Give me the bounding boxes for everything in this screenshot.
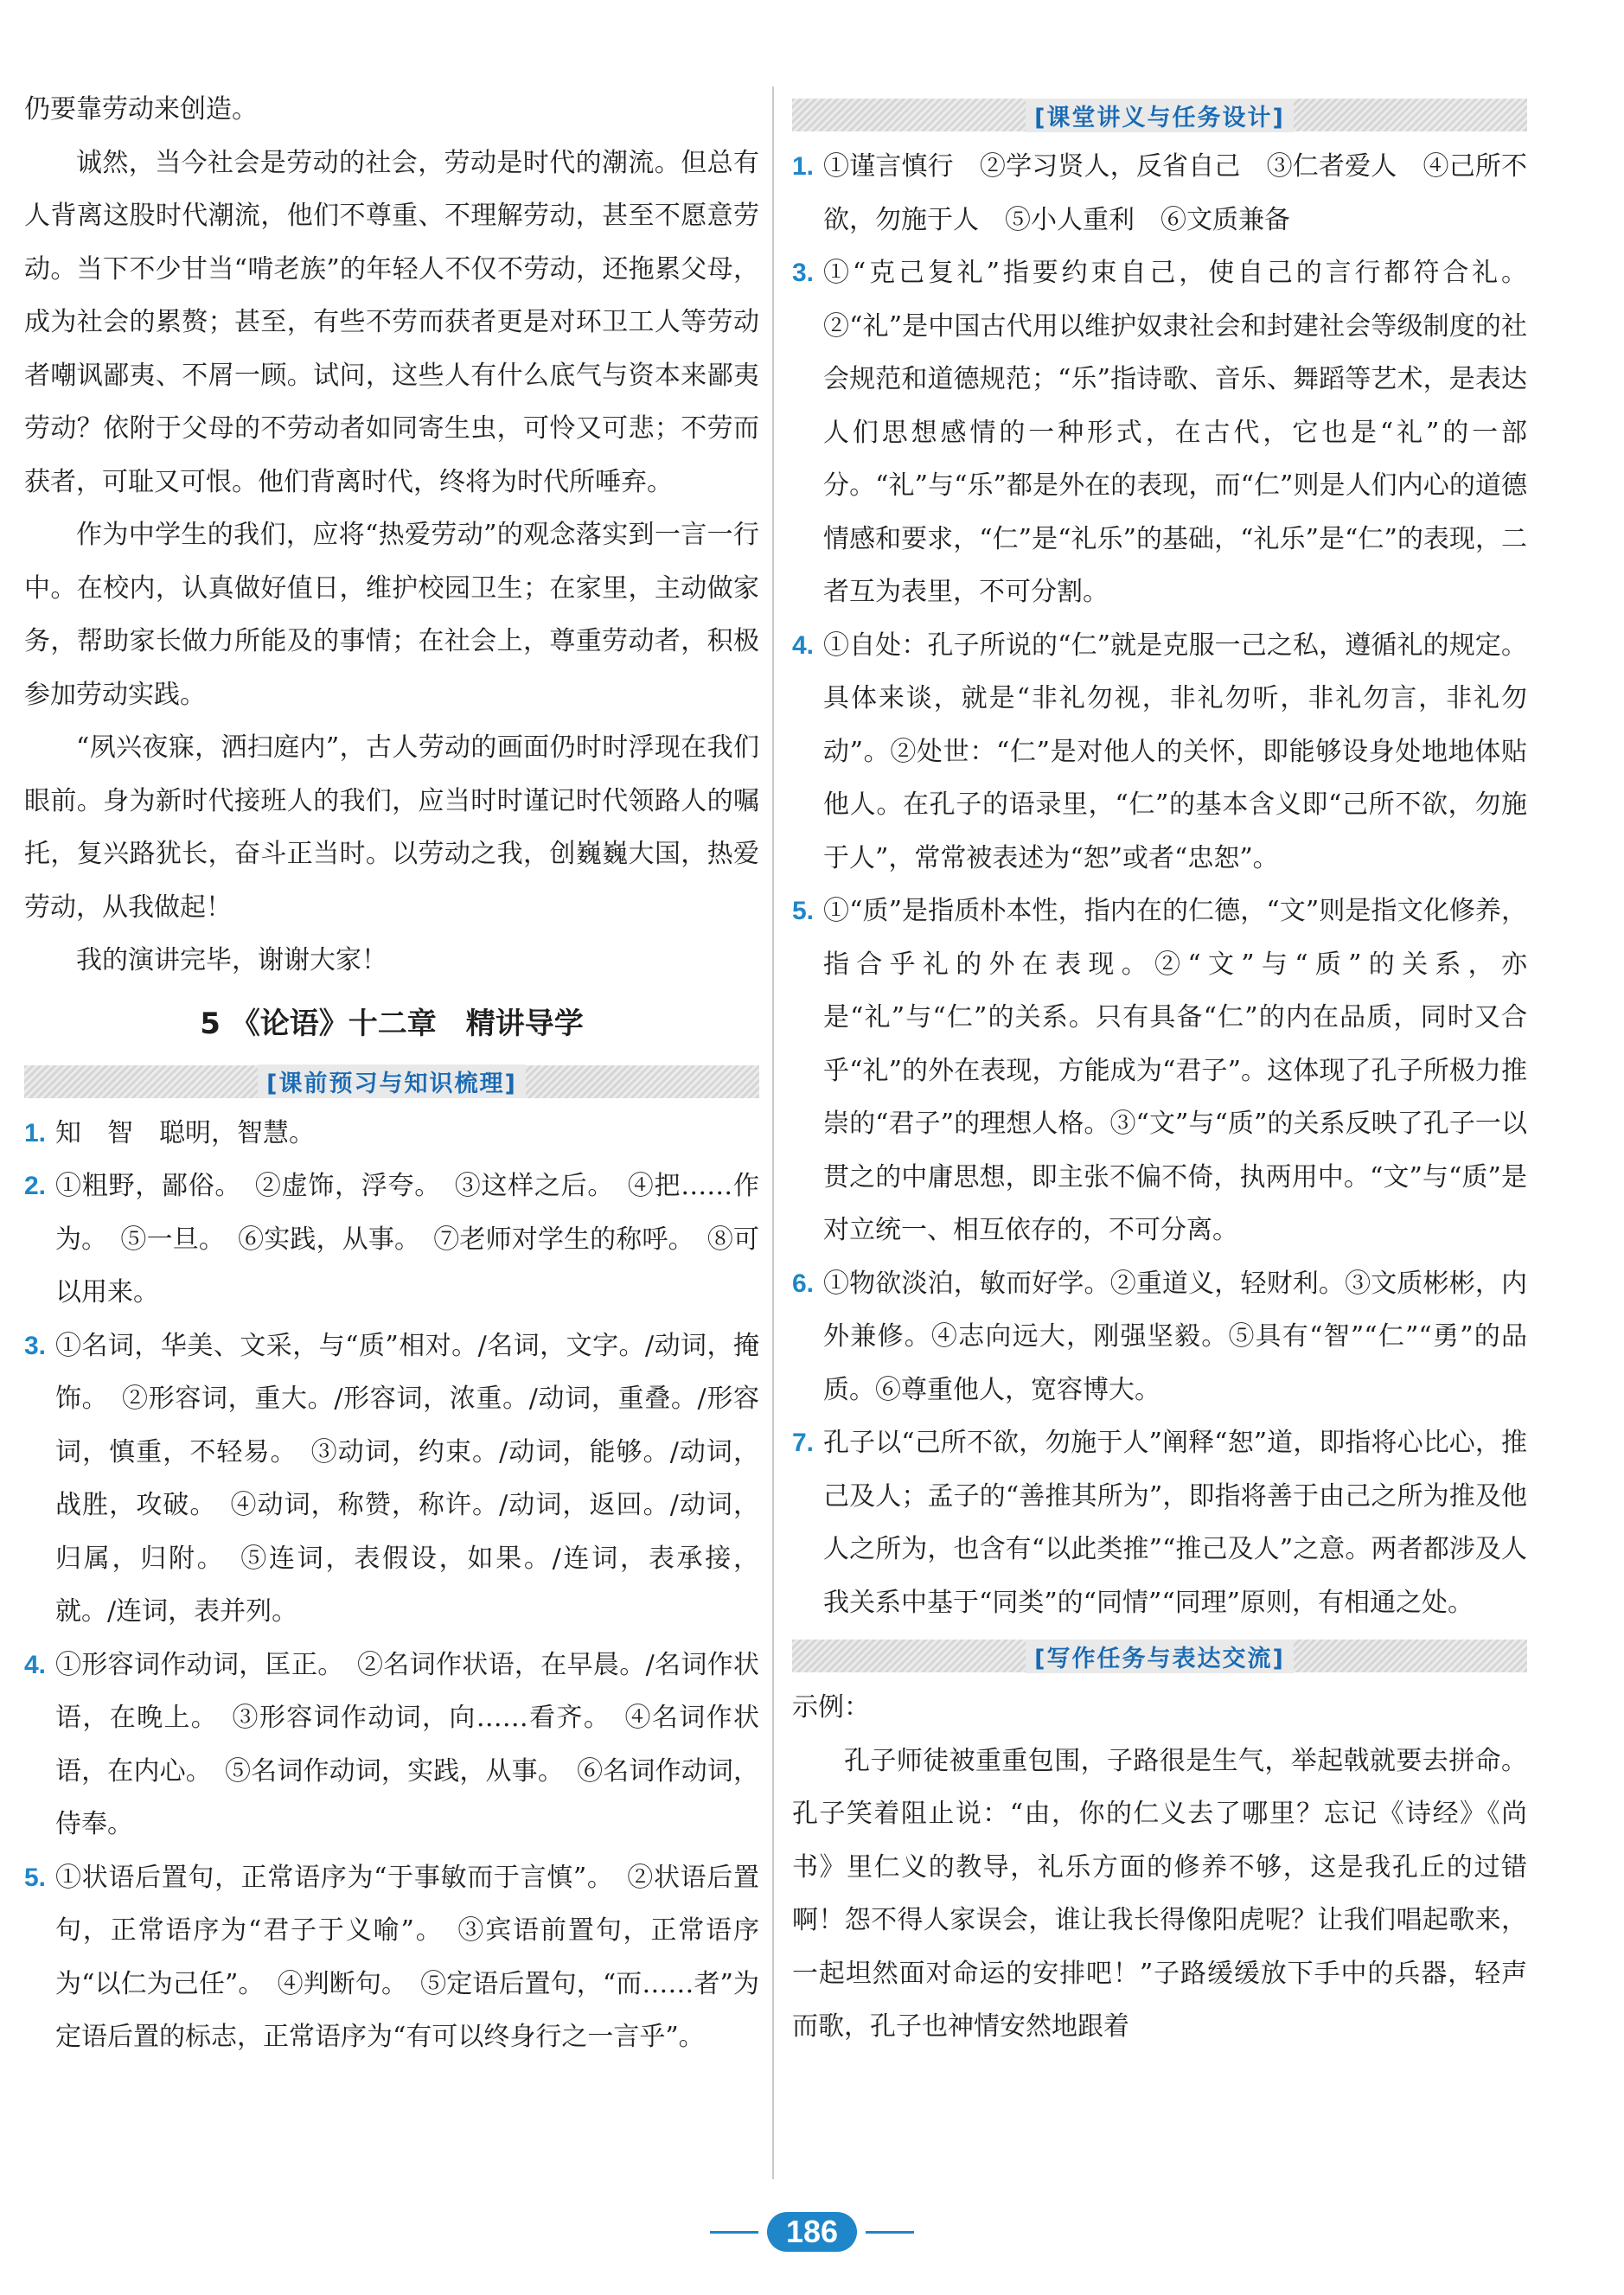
item-number: 6. — [792, 1269, 815, 1298]
item-number: 3. — [24, 1331, 47, 1360]
item-text: ①名词，华美、文采，与“质”相对。/名词，文字。/动词，掩饰。 ②形容词，重大。/形容词，浓重。/动词，重叠。/形容词，慎重，不轻易。 ③动词，约束。/动词，能够。/动词，战胜，攻破。 ④动词，称赞，称许。/动词，返回。/动词，归属，归附。 ⑤连词，表假设，如果。/连词，表承接，就。/连词，表并列。 — [55, 1330, 759, 1627]
item-number: 1. — [24, 1118, 47, 1148]
footer-rule-left — [710, 2231, 758, 2234]
section-banner — [24, 1065, 759, 1098]
answer-item — [792, 619, 1527, 885]
page-number-footer — [0, 2212, 1624, 2252]
paragraph: 诚然，当今社会是劳动的社会，劳动是时代的潮流。但总有人背离这股时代潮流，他们不尊重、不理解劳动，甚至不愿意劳动。当下不少甘当“啃老族”的年轻人不仅不劳动，还拖累父母，成为社会的累赘；甚至，有些不劳而获者更是对环卫工人等劳动者嘲讽鄙夷、不屑一顾。试问，这些人有什么底气与资本来鄙夷劳动？依附于父母的不劳动者如同寄生虫，可怜又可悲；不劳而获者，可耻又可恨。他们背离时代，终将为时代所唾弃。 — [24, 147, 759, 497]
item-number: 4. — [792, 630, 815, 660]
answer-item — [792, 246, 1527, 619]
answer-item — [792, 885, 1527, 1257]
example-paragraph: 孔子师徒被重重包围，子路很是生气，举起戟就要去拼命。孔子笑着阻止说：“由，你的仁义去了哪里？忘记《诗经》《尚书》里仁义的教导，礼乐方面的修养不够，这是我孔丘的过错啊！怨不得人家误会，谁让我长得像阳虎呢？让我们唱起歌来，一起坦然面对命运的安排吧！”子路缓缓放下手中的兵器，轻声而歌，孔子也神情安然地跟着 — [792, 1745, 1527, 2042]
item-text: ①状语后置句，正常语序为“于事敏而于言慎”。 ②状语后置句，正常语序为“君子于义喻”。 ③宾语前置句，正常语序为“以仁为己任”。 ④判断句。 ⑤定语后置句，“而……者”为定语后置的标志，正常语序为“有可以终身行之一言乎”。 — [55, 1862, 759, 2052]
item-text: ①物欲淡泊，敏而好学。②重道义，轻财利。③文质彬彬，内外兼修。④志向远大，刚强坚毅。⑤具有“智”“仁”“勇”的品质。⑥尊重他人，宽容博大。 — [823, 1268, 1527, 1405]
item-text: 孔子以“己所不欲，勿施于人”阐释“恕”道，即指将心比心，推己及人；孟子的“善推其所为”，即指将善于由己之所为推及他人之所为，也含有“以此类推”“推己及人”之意。两者都涉及人我关系中基于“同类”的“同情”“同理”原则，有相通之处。 — [823, 1428, 1527, 1618]
example-label: 示例： — [792, 1692, 870, 1723]
footer-rule-right — [866, 2231, 914, 2234]
banner-label: [写作任务与表达交流] — [1026, 1640, 1294, 1673]
item-text: ①“克己复礼”指要约束自己，使自己的言行都符合礼。②“礼”是中国古代用以维护奴隶社会和封建社会等级制度的社会规范和道德规范；“乐”指诗歌、音乐、舞蹈等艺术，是表达人们思想感情的一种形式，在古代，它也是“礼”的一部分。“礼”与“乐”都是外在的表现，而“仁”则是人们内心的道德情感和要求，“仁”是“礼乐”的基础，“礼乐”是“仁”的表现，二者互为表里，不可分割。 — [823, 258, 1527, 607]
section-banner — [792, 1640, 1527, 1672]
item-number: 4. — [24, 1650, 47, 1679]
section-title: 5 《论语》十二章 精讲导学 — [200, 1006, 584, 1041]
answer-item — [24, 1107, 759, 1160]
item-text: ①粗野，鄙俗。 ②虚饰，浮夸。 ③这样之后。 ④把……作为。 ⑤一旦。 ⑥实践，从事。 ⑦老师对学生的称呼。 ⑧可以用来。 — [55, 1171, 759, 1307]
item-text: 知 智 聪明，智慧。 — [55, 1117, 315, 1148]
item-text: ①自处：孔子所说的“仁”就是克服一己之私，遵循礼的规定。具体来谈，就是“非礼勿视，非礼勿听，非礼勿言，非礼勿动”。②处世：“仁”是对他人的关怀，即能够设身处地地体贴他人。在孔子的语录里，“仁”的基本含义即“己所不欲，勿施于人”，常常被表述为“恕”或者“忠恕”。 — [823, 630, 1527, 873]
right-column — [792, 83, 1527, 2054]
paragraph: “夙兴夜寐，洒扫庭内”，古人劳动的画面仍时时浮现在我们眼前。身为新时代接班人的我们，应当时时谨记时代领路人的嘱托，复兴路犹长，奋斗正当时。以劳动之我，创巍巍大国，热爱劳动，从我做起！ — [24, 732, 759, 923]
item-number: 5. — [24, 1863, 47, 1892]
paragraph: 仍要靠劳动来创造。 — [24, 94, 258, 125]
left-column — [24, 83, 759, 2064]
answer-item — [24, 1320, 759, 1639]
banner-label: [课堂讲义与任务设计] — [1026, 99, 1294, 132]
item-number: 2. — [24, 1172, 47, 1200]
banner-label: [课前预习与知识梳理] — [258, 1064, 526, 1098]
section-banner — [792, 99, 1527, 131]
answer-item — [792, 140, 1527, 246]
item-text: ①形容词作动词，匡正。 ②名词作状语，在早晨。/名词作状语，在晚上。 ③形容词作动词，向……看齐。 ④名词作状语，在内心。 ⑤名词作动词，实践，从事。 ⑥名词作动词，侍奉。 — [55, 1649, 759, 1839]
paragraph: 作为中学生的我们，应将“热爱劳动”的观念落实到一言一行中。在校内，认真做好值日，维护校园卫生；在家里，主动做家务，帮助家长做力所能及的事情；在社会上，尊重劳动者，积极参加劳动实践。 — [24, 520, 759, 710]
answer-item — [792, 1416, 1527, 1629]
answer-item — [24, 1851, 759, 2064]
item-text: ①“质”是指质朴本性，指内在的仁德，“文”则是指文化修养，指合乎礼的外在表现。②“文”与“质”的关系，亦是“礼”与“仁”的关系。只有具备“仁”的内在品质，同时又合乎“礼”的外在表现，方能成为“君子”。这体现了孔子所极力推崇的“君子”的理想人格。③“文”与“质”的关系反映了孔子一以贯之的中庸思想，即主张不偏不倚，执两用中。“文”与“质”是对立统一、相互依存的，不可分离。 — [823, 896, 1527, 1245]
answer-item — [24, 1639, 759, 1851]
answer-item — [24, 1160, 759, 1320]
column-divider — [772, 86, 774, 2179]
answer-item — [792, 1257, 1527, 1417]
item-text: ①谨言慎行 ②学习贤人，反省自己 ③仁者爱人 ④己所不欲，勿施于人 ⑤小人重利 ⑥文质兼备 — [823, 151, 1527, 235]
item-number: 5. — [792, 897, 815, 925]
paragraph: 我的演讲完毕，谢谢大家！ — [76, 945, 387, 975]
item-number: 1. — [792, 152, 815, 181]
item-number: 7. — [792, 1429, 815, 1457]
page-number: 186 — [767, 2212, 857, 2252]
item-number: 3. — [792, 259, 815, 287]
